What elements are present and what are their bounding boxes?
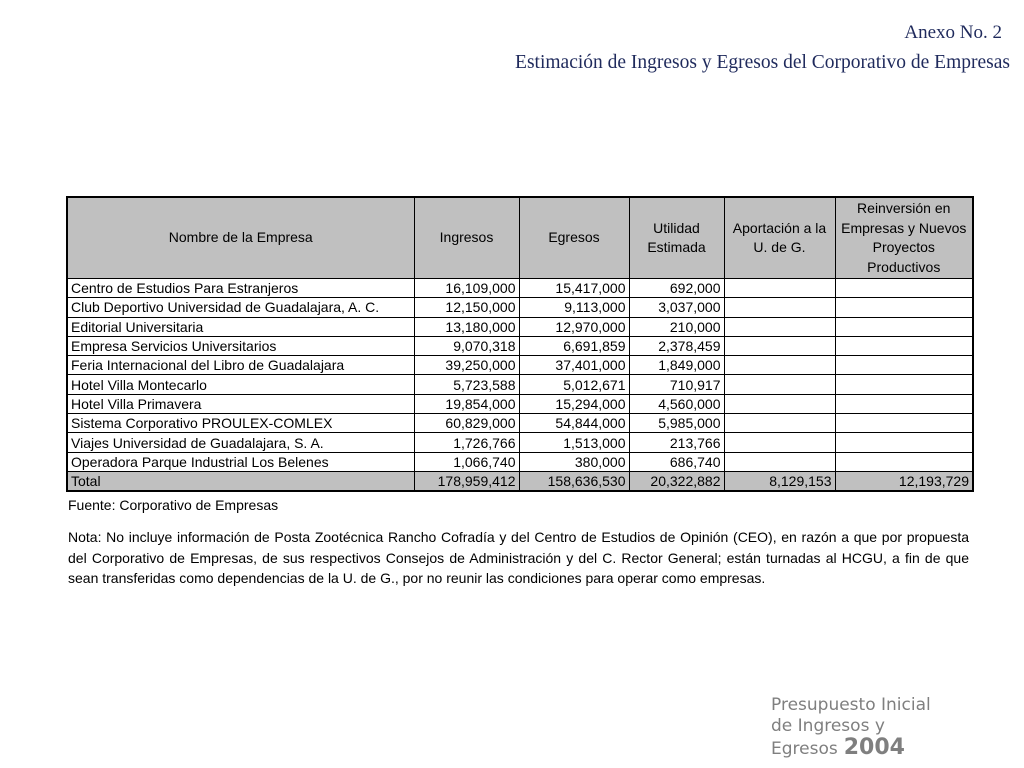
cell-egresos: 5,012,671 [519, 375, 629, 394]
cell-name: Empresa Servicios Universitarios [67, 336, 414, 355]
cell-reinversion [835, 298, 973, 317]
cell-egresos: 15,417,000 [519, 279, 629, 298]
cell-egresos: 380,000 [519, 452, 629, 471]
column-header-name: Nombre de la Empresa [67, 197, 414, 279]
cell-ingresos: 12,150,000 [414, 298, 519, 317]
cell-aportacion [724, 433, 835, 452]
budget-brand [771, 695, 996, 760]
cell-ingresos: 13,180,000 [414, 317, 519, 336]
cell-aportacion [724, 336, 835, 355]
table-row [67, 433, 973, 452]
cell-utilidad: 3,037,000 [629, 298, 724, 317]
cell-reinversion [835, 394, 973, 413]
cell-name: Hotel Villa Primavera [67, 394, 414, 413]
table-row [67, 356, 973, 375]
cell-reinversion [835, 452, 973, 471]
brand-line-2 [771, 715, 996, 760]
cell-egresos: 37,401,000 [519, 356, 629, 375]
cell-aportacion [724, 298, 835, 317]
page-title: Estimación de Ingresos y Egresos del Corporativo de Empresas [515, 52, 1010, 73]
cell-ingresos: 60,829,000 [414, 414, 519, 433]
cell-ingresos: 1,726,766 [414, 433, 519, 452]
cell-reinversion [835, 375, 973, 394]
total-ingresos: 178,959,412 [414, 471, 519, 491]
cell-reinversion [835, 433, 973, 452]
cell-reinversion [835, 414, 973, 433]
table-row [67, 414, 973, 433]
cell-utilidad: 5,985,000 [629, 414, 724, 433]
cell-utilidad: 710,917 [629, 375, 724, 394]
cell-name: Sistema Corporativo PROULEX-COMLEX [67, 414, 414, 433]
cell-name: Hotel Villa Montecarlo [67, 375, 414, 394]
column-header-egresos: Egresos [519, 197, 629, 279]
cell-name: Editorial Universitaria [67, 317, 414, 336]
cell-name: Club Deportivo Universidad de Guadalajara, A. C. [67, 298, 414, 317]
cell-ingresos: 39,250,000 [414, 356, 519, 375]
cell-aportacion [724, 317, 835, 336]
cell-name: Viajes Universidad de Guadalajara, S. A. [67, 433, 414, 452]
cell-egresos: 6,691,859 [519, 336, 629, 355]
cell-utilidad: 213,766 [629, 433, 724, 452]
column-header-utilidad: Utilidad Estimada [629, 197, 724, 279]
cell-ingresos: 9,070,318 [414, 336, 519, 355]
cell-reinversion [835, 317, 973, 336]
cell-aportacion [724, 414, 835, 433]
brand-line-2-text: de Ingresos y Egresos [771, 716, 885, 759]
cell-egresos: 54,844,000 [519, 414, 629, 433]
cell-ingresos: 5,723,588 [414, 375, 519, 394]
total-aportacion: 8,129,153 [724, 471, 835, 491]
cell-aportacion [724, 375, 835, 394]
annex-label: Anexo No. 2 [904, 22, 1002, 43]
cell-reinversion [835, 279, 973, 298]
cell-reinversion [835, 336, 973, 355]
column-header-ingresos: Ingresos [414, 197, 519, 279]
cell-utilidad: 210,000 [629, 317, 724, 336]
cell-egresos: 12,970,000 [519, 317, 629, 336]
cell-utilidad: 4,560,000 [629, 394, 724, 413]
cell-ingresos: 19,854,000 [414, 394, 519, 413]
table-total-row [67, 471, 973, 491]
cell-aportacion [724, 452, 835, 471]
cell-ingresos: 1,066,740 [414, 452, 519, 471]
cell-name: Feria Internacional del Libro de Guadalajara [67, 356, 414, 375]
table-row [67, 317, 973, 336]
cell-aportacion [724, 356, 835, 375]
total-utilidad: 20,322,882 [629, 471, 724, 491]
cell-aportacion [724, 394, 835, 413]
cell-egresos: 9,113,000 [519, 298, 629, 317]
table-row [67, 336, 973, 355]
footnote: Nota: No incluye información de Posta Zootécnica Rancho Cofradía y del Centro de Estudios de Opinión (CEO), en razón a que por propuesta del Corporativo de Empresas, de sus respectivos Consejos de Administración y del C. Rector General; están turnadas al HCGU, a fin de que sean transferidas como dependencias de la U. de G., por no reunir las condiciones para operar como empresas. [68, 529, 969, 586]
cell-egresos: 1,513,000 [519, 433, 629, 452]
cell-name: Centro de Estudios Para Estranjeros [67, 279, 414, 298]
table-row [67, 279, 973, 298]
cell-reinversion [835, 356, 973, 375]
cell-egresos: 15,294,000 [519, 394, 629, 413]
cell-aportacion [724, 279, 835, 298]
total-egresos: 158,636,530 [519, 471, 629, 491]
cell-utilidad: 2,378,459 [629, 336, 724, 355]
brand-year: 2004 [843, 735, 905, 760]
brand-line-1: Presupuesto Inicial [771, 695, 931, 715]
estimation-table [66, 196, 974, 492]
cell-utilidad: 686,740 [629, 452, 724, 471]
table-row [67, 375, 973, 394]
cell-utilidad: 1,849,000 [629, 356, 724, 375]
source-note: Fuente: Corporativo de Empresas [68, 497, 279, 513]
table-row [67, 298, 973, 317]
table-row [67, 452, 973, 471]
cell-ingresos: 16,109,000 [414, 279, 519, 298]
table-row [67, 394, 973, 413]
total-reinversion: 12,193,729 [835, 471, 973, 491]
column-header-reinversion: Reinversión en Empresas y Nuevos Proyectos Productivos [835, 197, 973, 279]
column-header-aportacion: Aportación a la U. de G. [724, 197, 835, 279]
table-header-row [67, 197, 973, 279]
cell-name: Operadora Parque Industrial Los Belenes [67, 452, 414, 471]
cell-utilidad: 692,000 [629, 279, 724, 298]
total-label: Total [67, 471, 414, 491]
